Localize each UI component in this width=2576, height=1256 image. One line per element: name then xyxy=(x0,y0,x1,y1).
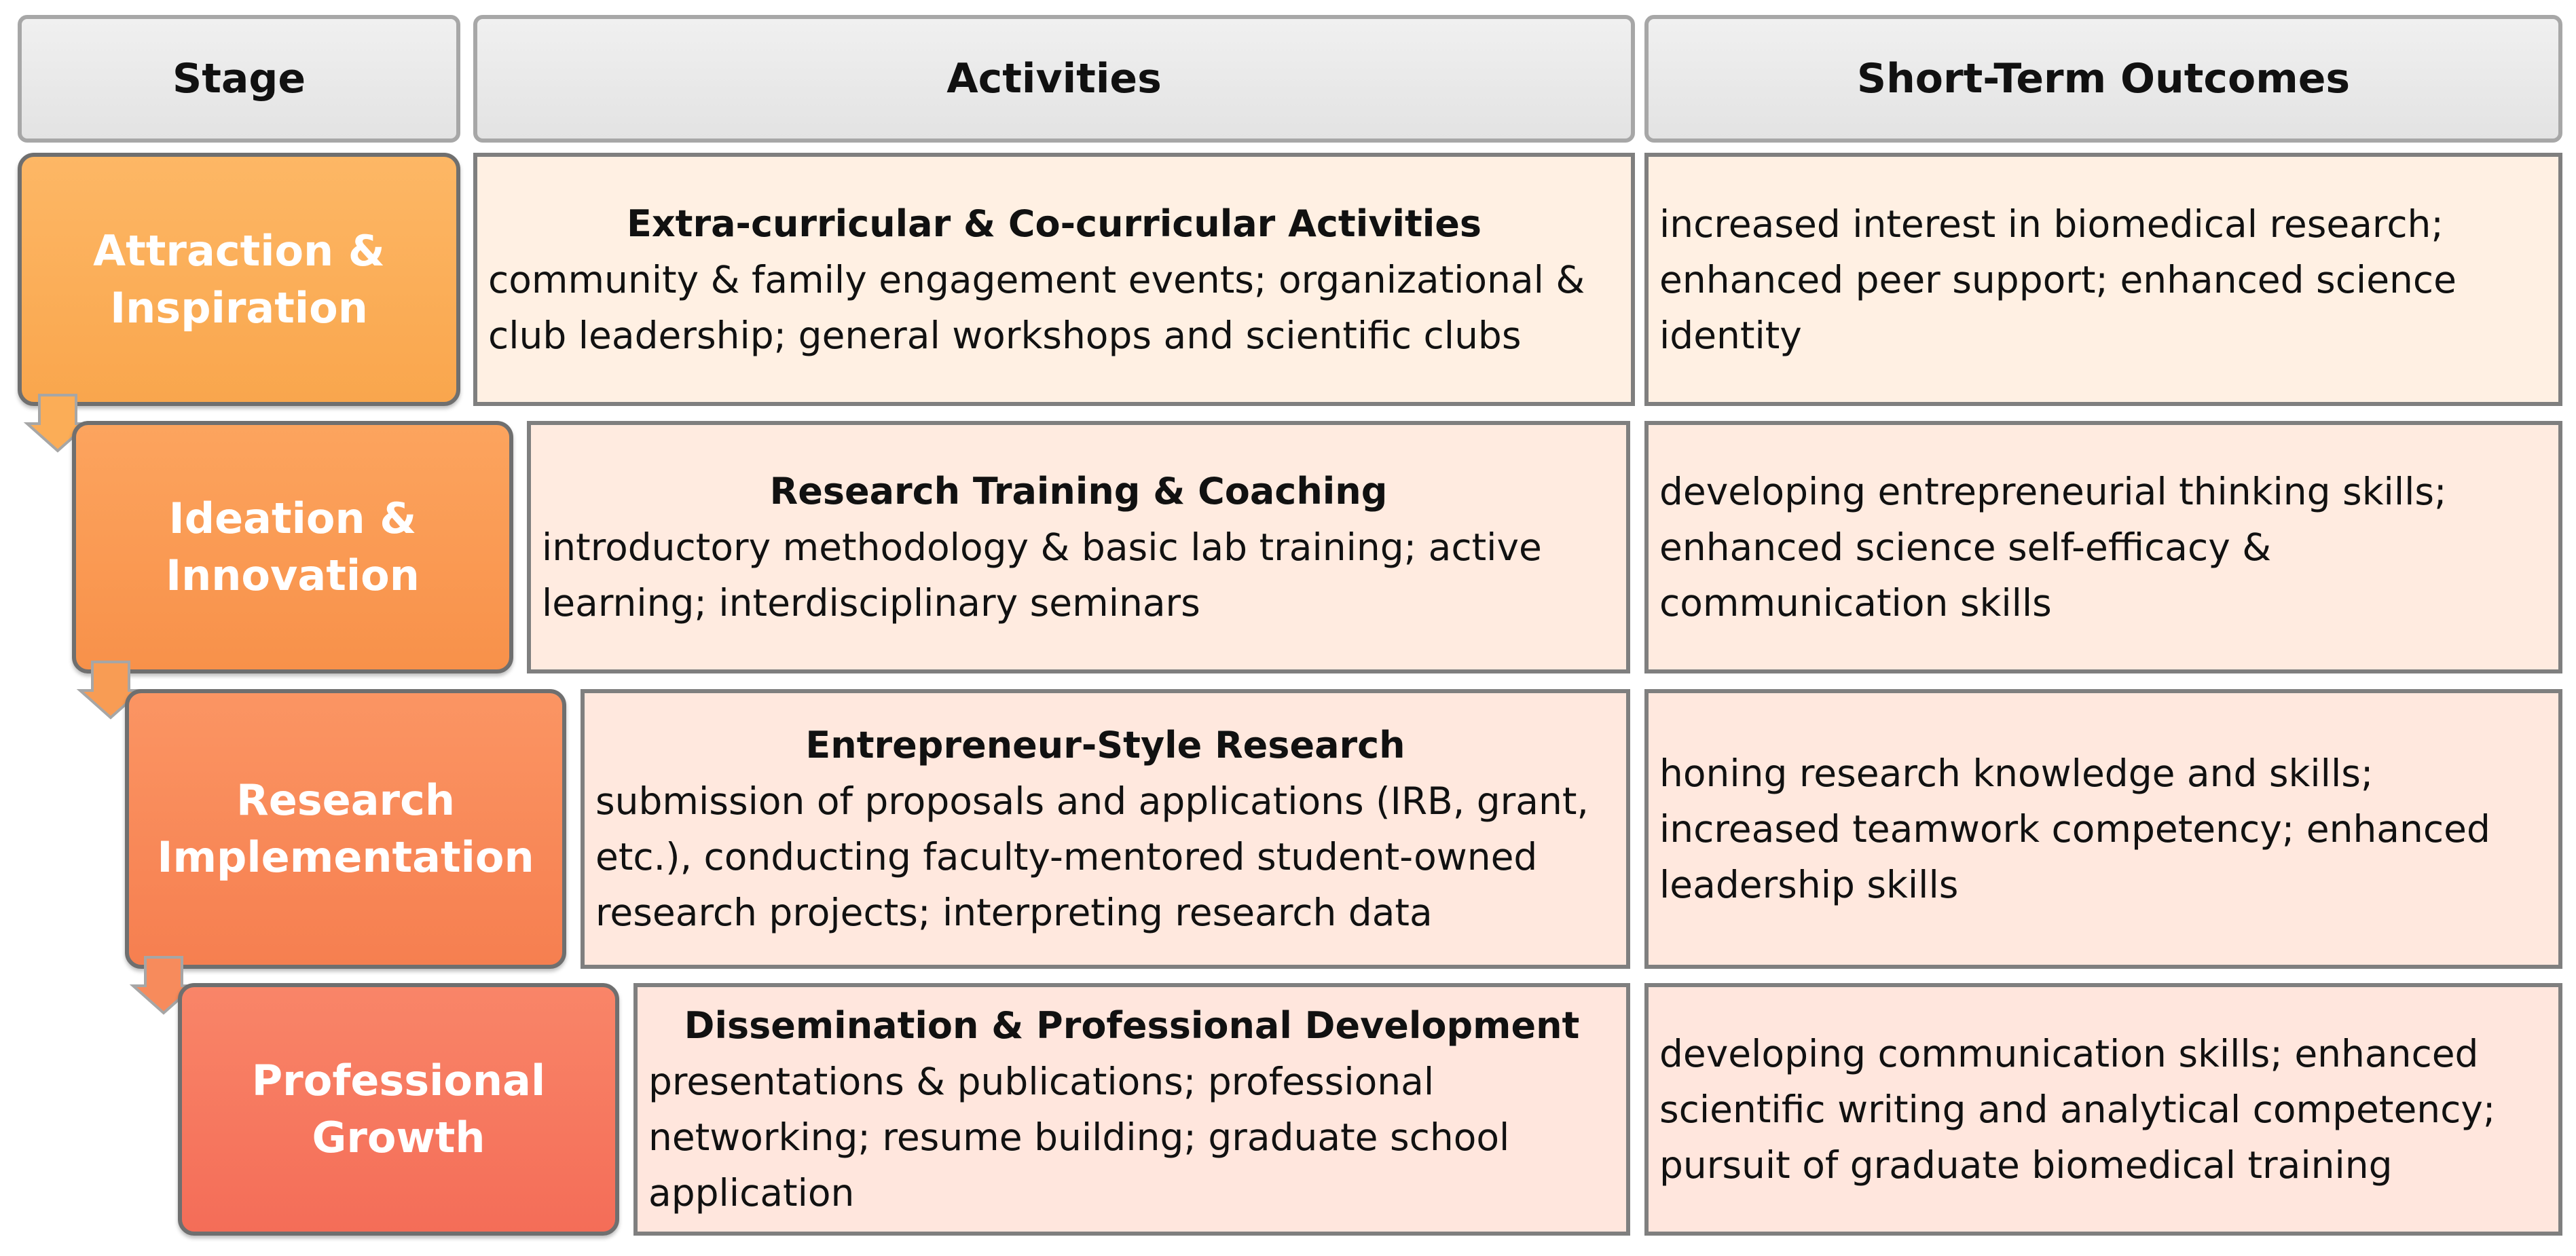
activities-cell-4 xyxy=(633,983,1630,1236)
stage-1-line1: Attraction & xyxy=(93,225,385,276)
stage-2-line1: Ideation & xyxy=(168,494,417,544)
header-activities xyxy=(473,15,1635,143)
stage-4-line2: Growth xyxy=(312,1113,485,1162)
activity-body-4: presentations & publications; professional networking; resume building; graduate school application xyxy=(648,1060,1510,1215)
header-outcomes-label: Short-Term Outcomes xyxy=(1856,55,2351,103)
stage-4-line1: Professional xyxy=(251,1056,546,1106)
outcomes-cell-2 xyxy=(1644,421,2562,673)
outcome-2: developing entrepreneurial thinking skills; enhanced science self-efficacy & communication skills xyxy=(1659,470,2447,625)
activity-title-3: Entrepreneur-Style Research xyxy=(805,724,1405,766)
activity-body-1: community & family engagement events; organizational & club leadership; general workshops and scientific clubs xyxy=(488,257,1585,357)
stage-3-line1: Research xyxy=(236,775,456,826)
activities-cell-2 xyxy=(527,421,1630,673)
activity-title-1: Extra-curricular & Co-curricular Activities xyxy=(626,202,1482,245)
stage-2-line2: Innovation xyxy=(166,551,420,600)
outcomes-cell-3 xyxy=(1644,689,2562,969)
activities-cell-3 xyxy=(581,689,1630,969)
stage-1-line2: Inspiration xyxy=(110,282,368,333)
activities-cell-1 xyxy=(473,153,1635,406)
outcomes-cell-1 xyxy=(1644,153,2562,406)
stage-professional-growth xyxy=(178,983,619,1236)
stage-attraction-inspiration xyxy=(18,153,460,406)
stage-research-implementation xyxy=(125,689,566,969)
header-outcomes xyxy=(1644,15,2562,143)
activity-title-2: Research Training & Coaching xyxy=(769,470,1388,513)
header-stage xyxy=(18,15,460,143)
outcome-1: increased interest in biomedical research; enhanced peer support; enhanced science identity xyxy=(1659,202,2457,357)
header-stage-label: Stage xyxy=(172,55,306,103)
outcomes-cell-4 xyxy=(1644,983,2562,1236)
stage-3-line2: Implementation xyxy=(157,832,534,882)
outcome-3: honing research knowledge and skills; increased teamwork competency; enhanced leadership skills xyxy=(1659,752,2490,906)
header-activities-label: Activities xyxy=(946,55,1162,103)
outcome-4: developing communication skills; enhanced scientific writing and analytical competency; pursuit of graduate biomedical training xyxy=(1659,1032,2496,1187)
activity-body-2: introductory methodology & basic lab training; active learning; interdisciplinary seminars xyxy=(542,525,1542,625)
stage-ideation-innovation xyxy=(72,421,513,673)
activity-body-3: submission of proposals and applications (IRB, grant, etc.), conducting faculty-mentored student-owned research projects; interpreting research data xyxy=(595,779,1589,934)
activity-title-4: Dissemination & Professional Development xyxy=(684,1004,1580,1047)
